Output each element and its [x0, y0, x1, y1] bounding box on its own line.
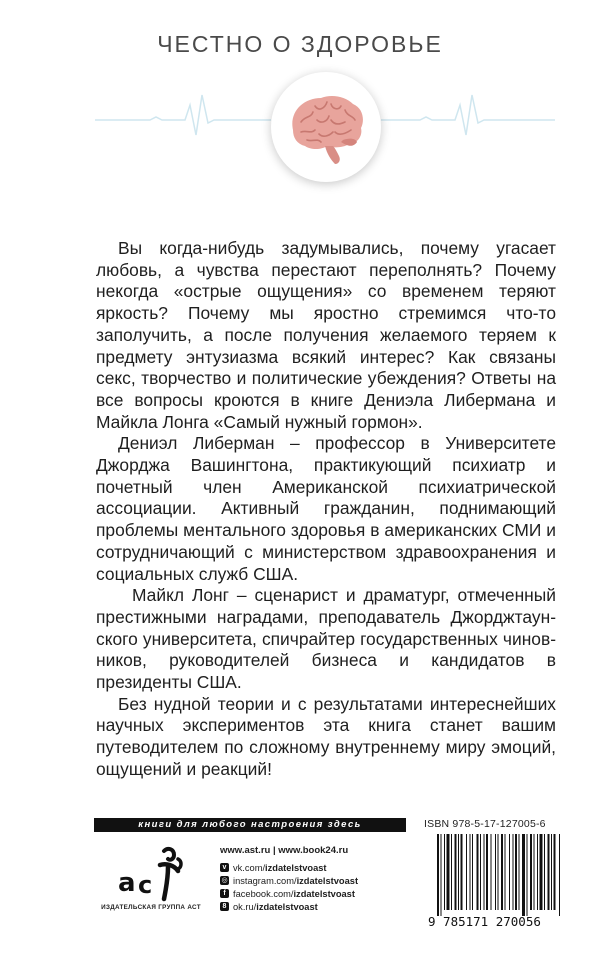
annotation-paragraph-2: Дениэл Либерман – профессор в Университете Джорджа Вашингтона, практикующий психиатр и почетный член Американской психиатрической ассоциации. Активный гражданин, поднимающий проблемы ментального здоровья в американских СМИ и сотрудничающий с министерством здравоохранения и социальных служб США. [96, 433, 556, 584]
barcode-bar [477, 834, 479, 910]
barcode-bar [527, 834, 528, 916]
facebook-icon: f [220, 889, 229, 898]
barcode-bar [458, 834, 459, 910]
barcode-bar [509, 834, 510, 910]
barcode-bar [451, 834, 452, 910]
social-links [220, 861, 358, 913]
barcode-bar [472, 834, 473, 910]
brain-icon [271, 72, 381, 182]
vk-icon: v [220, 863, 229, 872]
barcode-bar [544, 834, 545, 910]
isbn: ISBN 978-5-17-127005-6 [424, 818, 546, 830]
barcode-bar [513, 834, 514, 910]
barcode-bar [470, 834, 471, 910]
svg-text:a: a [118, 868, 136, 898]
barcode-bar [484, 834, 485, 910]
barcode-bar [554, 834, 556, 910]
barcode-bar [515, 834, 517, 910]
barcode-bar [447, 834, 450, 910]
book-annotation [96, 238, 556, 781]
barcode-bar [530, 834, 532, 910]
barcode-bar [548, 834, 550, 910]
barcode-bar [466, 834, 467, 910]
barcode [427, 834, 567, 929]
barcode-bar [501, 834, 503, 910]
barcode-bar [480, 834, 481, 910]
barcode-bar [551, 834, 552, 910]
barcode-bar [505, 834, 506, 910]
ok-icon: 8 [220, 902, 229, 911]
barcode-bar [455, 834, 457, 910]
social-link-vk[interactable]: v vk.com/ izdatelstvoast [220, 861, 358, 874]
annotation-paragraph-3: Майкл Лонг – сценарист и драматург, отмеченный престижными наградами, преподаватель Джорджтаунского университета, спичрайтер государственных чиновников, руководителей бизнеса и кандидатов в президенты США. [96, 585, 556, 693]
barcode-bar [461, 834, 463, 910]
social-link-facebook[interactable]: f facebook.com/ izdatelstvoast [220, 887, 358, 900]
barcode-bar [441, 834, 442, 916]
barcode-bar [437, 834, 439, 916]
brain-illustration [271, 72, 381, 182]
barcode-bar [519, 834, 520, 910]
svg-text:c: c [138, 871, 153, 899]
barcode-bar [491, 834, 492, 910]
ast-logo [112, 845, 184, 905]
barcode-bar [522, 834, 525, 916]
barcode-bar [540, 834, 543, 910]
social-link-ok[interactable]: 8 ok.ru/ izdatelstvoast [220, 900, 358, 913]
barcode-bar [559, 834, 560, 916]
barcode-bar [498, 834, 499, 910]
slogan-bar: книги для любого настроения здесь [94, 818, 406, 832]
barcode-bar [537, 834, 538, 910]
barcode-bar [444, 834, 445, 910]
annotation-paragraph-1: Вы когда-нибудь задумывались, почему угасает любовь, а чувства перестают переполнять? Почему некогда «острые ощущения» со временем теряют яркость? Почему мы яростно стремимся что-то заполучить, а после получения желаемого теряем к предмету энтузиазма всякий интерес? Как связаны секс, творчество и политические убеждения? Ответы на все вопросы кроются в книге Дениэла Либермана и Майкла Лонга «Самый нужный гормон». [96, 238, 556, 432]
barcode-bar [495, 834, 496, 910]
barcode-bar [534, 834, 535, 910]
barcode-bar [486, 834, 488, 910]
publisher-sites[interactable]: www.ast.ru | www.book24.ru [220, 845, 349, 856]
publisher-name: ИЗДАТЕЛЬСКАЯ ГРУППА АСТ [101, 904, 201, 911]
series-title: ЧЕСТНО О ЗДОРОВЬЕ [157, 31, 443, 57]
instagram-icon: ◎ [221, 877, 228, 884]
social-link-instagram[interactable]: ◎ instagram.com/ izdatelstvoast [221, 875, 359, 886]
barcode-digits: 9 785171 270056 [428, 914, 541, 929]
annotation-paragraph-4: Без нудной теории и с результатами интереснейших научных экспериментов эта книга станет вашим путеводителем по сложному внутреннему миру эмоций, ощущений и реакций! [96, 693, 556, 779]
